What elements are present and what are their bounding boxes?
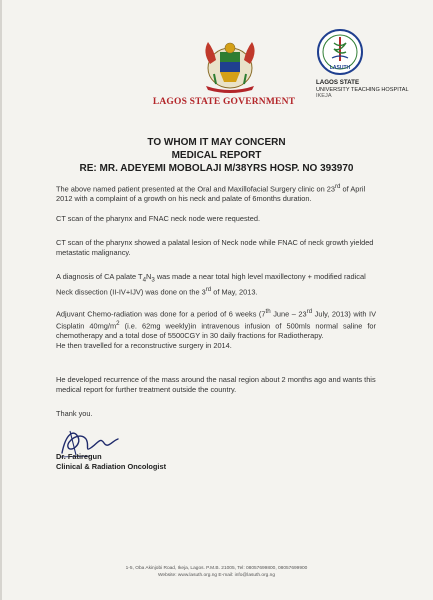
signatory-name: Dr. Fatiregun	[56, 452, 102, 461]
lasuth-logo-icon	[316, 28, 364, 76]
government-title: LAGOS STATE GOVERNMENT	[152, 97, 296, 107]
paragraph-recurrence: He developed recurrence of the mass around the nasal region about 2 months ago and wants this medical report for further treatment outside the country.	[56, 375, 376, 394]
lagos-state-crest-icon	[196, 34, 264, 94]
hospital-name-line1: LAGOS STATE	[316, 79, 360, 86]
hospital-name-line3: IKEJA	[316, 93, 332, 100]
signatory-title: Clinical & Radiation Oncologist	[56, 462, 167, 471]
paragraph-investigations: CT scan of the pharynx and FNAC neck node were requested.	[56, 214, 261, 223]
hospital-name	[316, 80, 430, 100]
paragraph-presentation: The above named patient presented at the Oral and Maxillofacial Surgery clinic on 23rd of April 2012 with a complaint of a growth on his neck and palate of 6months duration.	[56, 183, 366, 204]
logo-text: LASUTH	[329, 65, 351, 71]
footer-address: 1-5, Oba Akinjobi Road, Ikeja, Lagos. P.M.B. 21005, Tel: 08057699800, 08057699900	[125, 566, 308, 571]
heading-medical-report: MEDICAL REPORT	[171, 150, 262, 161]
paragraph-ct-findings: CT scan of the pharynx showed a palatal lesion of Neck node while FNAC of neck growth yielded metastatic malignancy.	[56, 238, 374, 257]
paragraph-treatment: Adjuvant Chemo-radiation was done for a period of 6 weeks (7th June – 23rd July, 2013) with IV Cisplatin $40mg/m^2$ (i.e. 62mg weekly)in intravenous infusion of 500mls normal saline for chemotherapy and a total dose of 5500CGY in 30 daily fractions for Radiotherapy. He then travelled for a reconstructive surgery in 2014.	[56, 308, 377, 350]
closing-thanks: Thank you.	[56, 409, 93, 418]
heading-patient-ref: RE: MR. ADEYEMI MOBOLAJI M/38YRS HOSP. NO 393970	[79, 163, 354, 174]
scan-edge	[0, 0, 2, 600]
paragraph-travel: He then travelled for a reconstructive surgery in 2014.	[56, 340, 232, 350]
paragraph-diagnosis: A diagnosis of CA palate $T_4N_3$ was made a near total high level maxillectony + modified radical Neck dissection (II-IV+IJV) was done on the 3rd of May, 2013.	[56, 272, 366, 297]
hospital-name-line2: UNIVERSITY TEACHING HOSPITAL	[316, 86, 409, 93]
heading-concern: TO WHOM IT MAY CONCERN	[147, 137, 286, 148]
footer-contact: Website: www.lasuth.org.ng E-mail: info@lasuth.org.ng	[157, 573, 276, 578]
